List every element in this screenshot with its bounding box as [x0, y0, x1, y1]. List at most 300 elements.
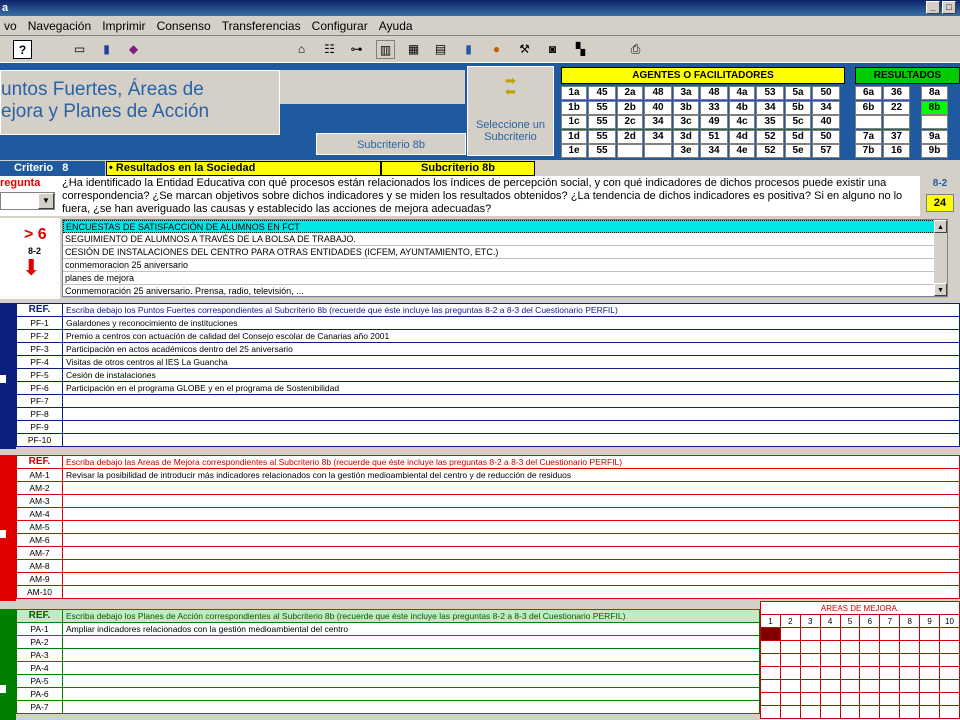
ref-code: AM-7	[17, 547, 63, 560]
grid-cell[interactable]	[840, 706, 860, 719]
grid-cell[interactable]	[800, 680, 820, 693]
entry-field[interactable]: Participación en el programa GLOBE y en el programa de Sostenibilidad	[63, 382, 960, 395]
arrows-icon: ➡ ⬅	[505, 73, 516, 99]
window-title: a	[2, 2, 9, 14]
subcriterio-code[interactable]: 5a	[785, 86, 811, 100]
ref-code: AM-8	[17, 560, 63, 573]
ref-code: PF-10	[17, 434, 63, 447]
home-icon[interactable]: ⌂	[297, 42, 306, 56]
grid-icon[interactable]: ▦	[407, 42, 420, 56]
grid-cell[interactable]	[940, 628, 960, 641]
chart-icon[interactable]: ▥	[376, 40, 395, 59]
table-row	[17, 701, 760, 714]
ref-code: PA-5	[17, 675, 63, 688]
grid-cell[interactable]	[820, 641, 840, 654]
table-row	[17, 586, 960, 599]
ref-code: AM-3	[17, 495, 63, 508]
grid-column-label: 5	[840, 615, 860, 628]
entry-field[interactable]	[63, 560, 960, 573]
ref-code: PF-6	[17, 382, 63, 395]
ref-code: PF-2	[17, 330, 63, 343]
list-item[interactable]: SEGUIMIENTO DE ALUMNOS A TRAVÉS DE LA BOLSA DE TRABAJO.	[63, 233, 947, 246]
table-row	[17, 382, 960, 395]
toolbar	[0, 37, 960, 63]
target-icon[interactable]: ●	[492, 42, 501, 56]
planes-side-icon	[0, 685, 6, 693]
subcriterio-code[interactable]	[921, 115, 948, 129]
grid-cell[interactable]	[780, 641, 800, 654]
table-row	[17, 662, 760, 675]
entry-field[interactable]: Ampliar indicadores relacionados con la gestión medioambiental del centro	[63, 623, 760, 636]
subcriterio-score: 35	[756, 115, 784, 129]
entry-field[interactable]	[63, 482, 960, 495]
entry-field[interactable]: Participación en actos académicos dentro del 25 aniversario	[63, 343, 960, 356]
list-item[interactable]: planes de mejora	[63, 272, 947, 285]
ref-code: AM-10	[17, 586, 63, 599]
tools-icon[interactable]: ⚒	[519, 42, 530, 56]
ref-code: PA-2	[17, 636, 63, 649]
table-row	[17, 688, 760, 701]
entry-field[interactable]	[63, 636, 760, 649]
entry-field[interactable]	[63, 521, 960, 534]
table-row	[17, 547, 960, 560]
subcriterio-code[interactable]: 1d	[561, 130, 587, 144]
subcriterio-code[interactable]	[617, 144, 643, 158]
subcriterio-code[interactable]: 2b	[617, 101, 643, 115]
grid-cell[interactable]	[761, 693, 781, 706]
subcriterio-score: 52	[756, 144, 784, 158]
ref-code: PF-5	[17, 369, 63, 382]
help-icon[interactable]: ?	[13, 40, 32, 59]
ref-code: PF-9	[17, 421, 63, 434]
subcriterio-code[interactable]: 2d	[617, 130, 643, 144]
subcriterio-score: 55	[588, 130, 616, 144]
ref-code: PF-8	[17, 408, 63, 421]
grid-cell[interactable]	[761, 641, 781, 654]
areas-mejora-grid	[760, 601, 960, 720]
table-row	[17, 675, 760, 688]
grid-cell[interactable]	[880, 680, 900, 693]
grid-cell[interactable]	[940, 654, 960, 667]
table-row	[17, 573, 960, 586]
grid-cell[interactable]	[900, 667, 920, 680]
list-icon[interactable]: ☷	[324, 42, 335, 56]
ref-code: AM-1	[17, 469, 63, 482]
grid-cell[interactable]	[920, 628, 940, 641]
entry-field[interactable]: Cesión de instalaciones	[63, 369, 960, 382]
grid-cell[interactable]	[920, 680, 940, 693]
ref-code: AM-6	[17, 534, 63, 547]
list-scrollbar[interactable]	[934, 220, 947, 296]
subcriterio-code[interactable]: 1b	[561, 101, 587, 115]
grid-cell[interactable]	[840, 654, 860, 667]
menu-navegacion[interactable]: Navegación	[27, 19, 92, 33]
ref-code: AM-4	[17, 508, 63, 521]
grid-cell[interactable]	[761, 667, 781, 680]
entry-field[interactable]	[63, 408, 960, 421]
planes-stripe	[0, 609, 16, 720]
books-icon[interactable]: ◆	[128, 42, 139, 56]
table-row	[17, 317, 960, 330]
grid-cell[interactable]	[880, 641, 900, 654]
title-panel-extension	[280, 70, 465, 104]
subcriterio-score: 52	[756, 130, 784, 144]
entry-field[interactable]	[63, 534, 960, 547]
subcriterio-score: 34	[644, 115, 672, 129]
down-arrow-icon: ⬇	[22, 255, 41, 280]
entry-field[interactable]	[63, 662, 760, 675]
grid-cell[interactable]	[880, 706, 900, 719]
grid-cell[interactable]	[820, 628, 840, 641]
table-row	[17, 369, 960, 382]
grid-cell[interactable]	[800, 706, 820, 719]
grid-cell[interactable]	[900, 654, 920, 667]
page-title	[0, 70, 280, 135]
list-item[interactable]: conmemoracion 25 aniversario	[63, 259, 947, 272]
grid-cell[interactable]	[780, 667, 800, 680]
subcriterio-code[interactable]: 2c	[617, 115, 643, 129]
chevron-down-icon[interactable]: ▼	[934, 283, 947, 296]
grid-cell[interactable]	[840, 628, 860, 641]
subcriterio-code[interactable]: 2a	[617, 86, 643, 100]
grid-cell[interactable]	[880, 667, 900, 680]
subcriterio-score: 34	[756, 101, 784, 115]
subcriterio-code[interactable]: 6a	[855, 86, 882, 100]
section-header: Escriba debajo las Areas de Mejora correspondientes al Subcriterio 8b (recuerde que éste incluye las preguntas 8-2 a 8-3 del Cuestionario PERFIL)	[63, 456, 960, 469]
subcriterio-score: 34	[812, 101, 840, 115]
entry-field[interactable]	[63, 649, 760, 662]
entry-field[interactable]	[63, 688, 760, 701]
question-score-panel	[920, 176, 960, 216]
entry-field[interactable]	[63, 675, 760, 688]
planes-section	[16, 609, 760, 714]
grid-cell[interactable]	[920, 706, 940, 719]
grid-cell[interactable]	[860, 641, 880, 654]
grid-cell[interactable]	[780, 654, 800, 667]
subcriterio-score: 34	[644, 130, 672, 144]
fortalezas-section	[16, 303, 960, 447]
subcriterio-score: 33	[700, 101, 728, 115]
section-header: Escriba debajo los Planes de Acción correspondientes al Subcriterio 8b (recuerde que éste incluye las preguntas 8-2 a 8-3 del Cuestionario PERFIL)	[63, 610, 760, 623]
subcriterio-code[interactable]: 3a	[673, 86, 699, 100]
entry-field[interactable]: Premio a centros con actuación de calidad del Consejo escolar de Canarias año 2001	[63, 330, 960, 343]
grid-cell[interactable]	[940, 693, 960, 706]
grid-column-label: 6	[860, 615, 880, 628]
print-icon[interactable]: ⎙	[630, 42, 641, 56]
bar-chart-icon[interactable]: ▮	[465, 42, 472, 56]
mejoras-stripe	[0, 455, 16, 601]
grid-cell[interactable]	[761, 628, 781, 641]
subcriterio-code[interactable]: 9a	[921, 130, 948, 144]
entry-field[interactable]: Galardones y reconocimiento de instituciones	[63, 317, 960, 330]
grid-cell[interactable]	[860, 706, 880, 719]
table-row	[17, 534, 960, 547]
resultados-grid	[855, 86, 960, 158]
subcriterio-score: 45	[588, 86, 616, 100]
threshold-label: > 6	[24, 226, 47, 243]
maximize-button[interactable]: □	[942, 1, 956, 14]
subcriterio-code[interactable]	[855, 115, 882, 129]
subcriterio-score: 55	[588, 101, 616, 115]
pregunta-score: 24	[926, 194, 954, 212]
ref-code: PA-4	[17, 662, 63, 675]
grid-cell[interactable]	[940, 680, 960, 693]
pregunta-select[interactable]	[0, 192, 55, 210]
resultados-header: RESULTADOS	[855, 67, 960, 84]
ref-code: AM-9	[17, 573, 63, 586]
grid-cell[interactable]	[840, 641, 860, 654]
ref-code: PA-3	[17, 649, 63, 662]
subcriterio-code[interactable]: 9b	[921, 144, 948, 158]
subcriterio-score	[644, 144, 672, 158]
criterio-row	[0, 161, 960, 176]
grid-cell[interactable]	[840, 680, 860, 693]
menu-imprimir[interactable]: Imprimir	[102, 19, 146, 33]
mejoras-section	[16, 455, 960, 599]
menu-transferencias[interactable]: Transferencias	[221, 19, 301, 33]
menu-configurar[interactable]: Configurar	[311, 19, 368, 33]
title-bar	[0, 0, 960, 16]
entry-field[interactable]	[63, 701, 760, 714]
indicator-code: 8-2	[28, 246, 42, 256]
select-subcriterio-button[interactable]	[467, 66, 554, 156]
title-line-2: ejora y Planes de Acción	[1, 101, 210, 122]
subcriterio-code[interactable]: 4b	[729, 101, 755, 115]
table-row	[17, 408, 960, 421]
entry-field[interactable]	[63, 421, 960, 434]
subcriterio-score: 51	[700, 130, 728, 144]
ref-header: REF.	[17, 304, 63, 317]
areas-grid-header: AREAS DE MEJORA.	[761, 602, 960, 615]
tree-icon[interactable]: ⊶	[350, 42, 363, 56]
palette-icon[interactable]: ▚	[575, 42, 586, 56]
menu-ayuda[interactable]: Ayuda	[378, 19, 413, 33]
subcriterio-code[interactable]: 5b	[785, 101, 811, 115]
subcriterio-score: 36	[883, 86, 910, 100]
list-item[interactable]: CESIÓN DE INSTALACIONES DEL CENTRO PARA OTRAS ENTIDADES (ICFEM, AYUNTAMIENTO, ETC.)	[63, 246, 947, 259]
subcriterio-score: 55	[588, 144, 616, 158]
grid-cell[interactable]	[940, 667, 960, 680]
entry-field[interactable]	[63, 395, 960, 408]
grid-cell[interactable]	[940, 706, 960, 719]
section-header: Escriba debajo los Puntos Fuertes correspondientes al Subcriterio 8b (recuerde que éste incluye las preguntas 8-2 a 8-3 del Cuestionario PERFIL)	[63, 304, 960, 317]
agentes-grid	[561, 86, 845, 158]
entry-field[interactable]	[63, 508, 960, 521]
subcriterio-code[interactable]: 5e	[785, 144, 811, 158]
grid-cell[interactable]	[860, 654, 880, 667]
subcriterio-score: 49	[700, 115, 728, 129]
ref-code: PA-1	[17, 623, 63, 636]
subcriterio-code[interactable]: 1e	[561, 144, 587, 158]
grid-cell[interactable]	[920, 641, 940, 654]
ref-code: PA-6	[17, 688, 63, 701]
chevron-up-icon[interactable]: ▲	[934, 220, 947, 233]
grid-cell[interactable]	[780, 628, 800, 641]
grid-column-label: 8	[900, 615, 920, 628]
entry-field[interactable]	[63, 434, 960, 447]
grid-cell[interactable]	[820, 693, 840, 706]
subcriterio-code[interactable]: 4a	[729, 86, 755, 100]
question-text: ¿Ha identificado la Entidad Educativa con qué procesos están relacionados los índices de percepción social, y con qué indicadores de dichos procesos puede existir una correspondencia? ¿Se marcan objetivos sobre dichos indicadores y se miden los resultados obtenidos? ¿La tendencia de dichos indicadores es positiva? Si en alguno no lo fuera, ¿se han averiguado las causas y establecido las acciones de mejora adecuadas?	[60, 176, 920, 216]
subcriterio-score: 53	[756, 86, 784, 100]
title-line-1: untos Fuertes, Áreas de	[1, 79, 204, 100]
entry-field[interactable]	[63, 573, 960, 586]
pregunta-code: 8-2	[932, 178, 948, 189]
subcriterio-code[interactable]: 5d	[785, 130, 811, 144]
grid-cell[interactable]	[900, 693, 920, 706]
grid-cell[interactable]	[761, 706, 781, 719]
grid-cell[interactable]	[761, 654, 781, 667]
subcriterio-score: 50	[812, 86, 840, 100]
grid-column-label: 10	[940, 615, 960, 628]
select-label-1: Seleccione un	[475, 119, 546, 131]
table-row	[17, 356, 960, 369]
subcriterio-score: 57	[812, 144, 840, 158]
grid-column-label: 1	[761, 615, 781, 628]
grid-cell[interactable]	[840, 667, 860, 680]
table-row	[17, 343, 960, 356]
criterio-name: • Resultados en la Sociedad	[106, 161, 381, 176]
menu-consenso[interactable]: Consenso	[156, 19, 211, 33]
subcriterio-score: 37	[883, 130, 910, 144]
subcriterio-code[interactable]: 1c	[561, 115, 587, 129]
subcriterio-code[interactable]: 4e	[729, 144, 755, 158]
grid-cell[interactable]	[820, 680, 840, 693]
table-row	[17, 469, 960, 482]
table-row	[17, 495, 960, 508]
table-row	[17, 649, 760, 662]
grid-cell[interactable]	[820, 706, 840, 719]
book-icon[interactable]: ▮	[103, 42, 110, 56]
subcriterio-score: 34	[700, 144, 728, 158]
ref-code: PF-3	[17, 343, 63, 356]
grid-cell[interactable]	[920, 654, 940, 667]
grid-cell[interactable]	[800, 654, 820, 667]
table-row	[17, 330, 960, 343]
subcriterio-code[interactable]: 3e	[673, 144, 699, 158]
table-row	[17, 421, 960, 434]
subcriterio-code[interactable]: 8a	[921, 86, 948, 100]
ref-code: AM-5	[17, 521, 63, 534]
subcriterio-score: 55	[588, 115, 616, 129]
grid-cell[interactable]	[800, 628, 820, 641]
subcriterio-score: 40	[644, 101, 672, 115]
grid-cell[interactable]	[920, 693, 940, 706]
grid-cell[interactable]	[900, 641, 920, 654]
grid-cell[interactable]	[920, 667, 940, 680]
grid-cell[interactable]	[900, 628, 920, 641]
grid-column-label: 4	[820, 615, 840, 628]
subcriterio-code[interactable]: 3d	[673, 130, 699, 144]
subcriterio-code[interactable]: 7a	[855, 130, 882, 144]
subcriterio-code[interactable]: 3c	[673, 115, 699, 129]
grid-cell[interactable]	[820, 667, 840, 680]
subcriterio-code[interactable]: 8b	[921, 101, 948, 115]
grid-cell[interactable]	[820, 654, 840, 667]
select-label-2: Subcriterio	[484, 131, 537, 143]
subcriterio-code[interactable]: 3b	[673, 101, 699, 115]
grid-cell[interactable]	[860, 628, 880, 641]
subcriterio-name: Subcriterio 8b	[381, 161, 535, 176]
subcriterio-code[interactable]: 4c	[729, 115, 755, 129]
table-row	[17, 508, 960, 521]
subcriterio-score: 22	[883, 101, 910, 115]
grid-column-label: 9	[920, 615, 940, 628]
grid-cell[interactable]	[800, 693, 820, 706]
entry-field[interactable]	[63, 547, 960, 560]
table-row	[17, 395, 960, 408]
table-icon[interactable]: ▤	[434, 42, 447, 56]
grid-cell[interactable]	[880, 654, 900, 667]
grid-cell[interactable]	[840, 693, 860, 706]
grid-cell[interactable]	[900, 706, 920, 719]
subcriterio-code[interactable]: 4d	[729, 130, 755, 144]
list-item[interactable]: ENCUESTAS DE SATISFACCIÓN DE ALUMNOS EN FCT	[63, 220, 947, 233]
subcriterio-code[interactable]: 6b	[855, 101, 882, 115]
entry-field[interactable]	[63, 586, 960, 599]
menu-archivo[interactable]: vo	[4, 19, 17, 33]
grid-cell[interactable]	[880, 628, 900, 641]
grid-column-label: 2	[780, 615, 800, 628]
agentes-header: AGENTES O FACILITADORES	[561, 67, 845, 84]
grid-cell[interactable]	[800, 641, 820, 654]
subcriterio-score: 48	[644, 86, 672, 100]
menu-bar	[0, 16, 960, 36]
ref-code: PF-7	[17, 395, 63, 408]
subcriterio-score: 16	[883, 144, 910, 158]
camera-icon[interactable]: ◙	[548, 42, 557, 56]
grid-cell[interactable]	[780, 693, 800, 706]
criterio-label: Criterio 8	[0, 161, 105, 176]
subcriterio-score: 48	[700, 86, 728, 100]
grid-cell[interactable]	[940, 641, 960, 654]
entry-field[interactable]: Revisar la posibilidad de introducir más indicadores relacionados con la gestión medioambiental del centro y de reducción de residuos	[63, 469, 960, 482]
table-row	[17, 521, 960, 534]
ref-code: AM-2	[17, 482, 63, 495]
table-row	[17, 623, 760, 636]
list-item[interactable]: Conmemoración 25 aniversario. Prensa, radio, televisión, ...	[63, 285, 947, 298]
subcriterio-code[interactable]: 1a	[561, 86, 587, 100]
grid-cell[interactable]	[880, 693, 900, 706]
grid-cell[interactable]	[900, 680, 920, 693]
grid-cell[interactable]	[800, 667, 820, 680]
entry-field[interactable]: Visitas de otros centros al IES La Guancha	[63, 356, 960, 369]
grid-column-label: 3	[800, 615, 820, 628]
entry-field[interactable]	[63, 495, 960, 508]
grid-cell[interactable]	[860, 693, 880, 706]
grid-cell[interactable]	[860, 680, 880, 693]
folder-icon[interactable]: ▭	[73, 42, 86, 56]
grid-cell[interactable]	[761, 680, 781, 693]
ref-header: REF.	[17, 456, 63, 469]
indicator-panel	[0, 218, 60, 299]
subcriterio-code[interactable]: 7b	[855, 144, 882, 158]
grid-cell[interactable]	[780, 706, 800, 719]
table-row	[17, 636, 760, 649]
minimize-button[interactable]: _	[926, 1, 940, 14]
fortalezas-side-icon	[0, 375, 6, 383]
subcriterio-score: 40	[812, 115, 840, 129]
ref-header: REF.	[17, 610, 63, 623]
grid-cell[interactable]	[860, 667, 880, 680]
subcriterio-code[interactable]: 5c	[785, 115, 811, 129]
chevron-down-icon[interactable]: ▼	[38, 193, 54, 209]
responses-list[interactable]	[62, 219, 948, 297]
table-row	[17, 560, 960, 573]
ref-code: PF-1	[17, 317, 63, 330]
grid-cell[interactable]	[780, 680, 800, 693]
subcriterio-score: 50	[812, 130, 840, 144]
